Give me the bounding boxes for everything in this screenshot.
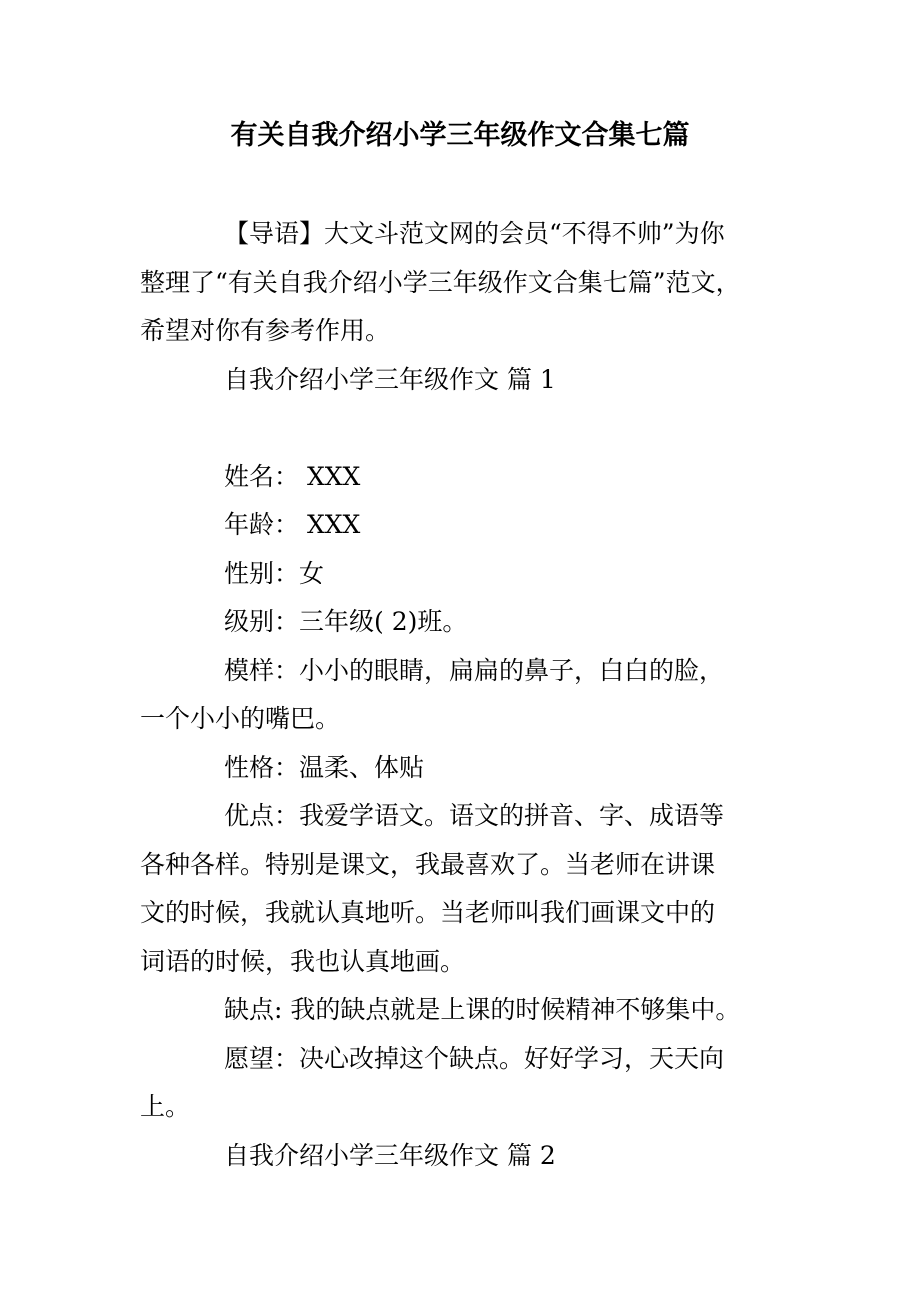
intro-paragraph — [140, 210, 781, 259]
profile-appearance: 模样：小小的眼睛，扁扁的鼻子，白白的脸， — [224, 655, 725, 685]
intro-line: 希望对你有参考作用。 — [140, 316, 391, 345]
section-heading-2: 自我介绍小学三年级作文 篇 2 — [224, 1140, 556, 1170]
profile-strengths-continuation: 各种各样。特别是课文，我最喜欢了。当老师在讲课 文的时候，我就认真地听。当老师叫我们画课文中的 词语的时候，我也认真地画。 — [140, 849, 716, 976]
document-title: 有关自我介绍小学三年级作文合集七篇 — [230, 120, 690, 151]
document-body — [140, 210, 781, 1180]
profile-appearance-continuation: 一个小小的嘴巴。 — [140, 704, 341, 733]
profile-age: 年龄： XXX — [224, 510, 361, 539]
blank-line — [140, 404, 781, 453]
profile-gender: 性别：女 — [224, 558, 325, 588]
profile-wish-continuation: 上。 — [140, 1092, 191, 1121]
profile-wish: 愿望：决心改掉这个缺点。好好学习，天天向 — [224, 1043, 725, 1073]
profile-grade: 级别：三年级( 2)班。 — [224, 607, 468, 636]
profile-strengths: 优点：我爱学语文。语文的拼音、字、成语等 — [224, 801, 725, 830]
intro-continuation — [140, 259, 781, 356]
profile-personality: 性格：温柔、体贴 — [224, 752, 425, 782]
section-heading-1: 自我介绍小学三年级作文 篇 1 — [224, 364, 556, 394]
intro-line: 【导语】大文斗范文网的会员“不得不帅”为你 — [224, 219, 725, 248]
profile-name: 姓名： XXX — [224, 461, 361, 491]
profile-weakness: 缺点: 我的缺点就是上课的时候精神不够集中。 — [224, 995, 741, 1024]
intro-line: 整理了“有关自我介绍小学三年级作文合集七篇”范文， — [140, 267, 741, 297]
